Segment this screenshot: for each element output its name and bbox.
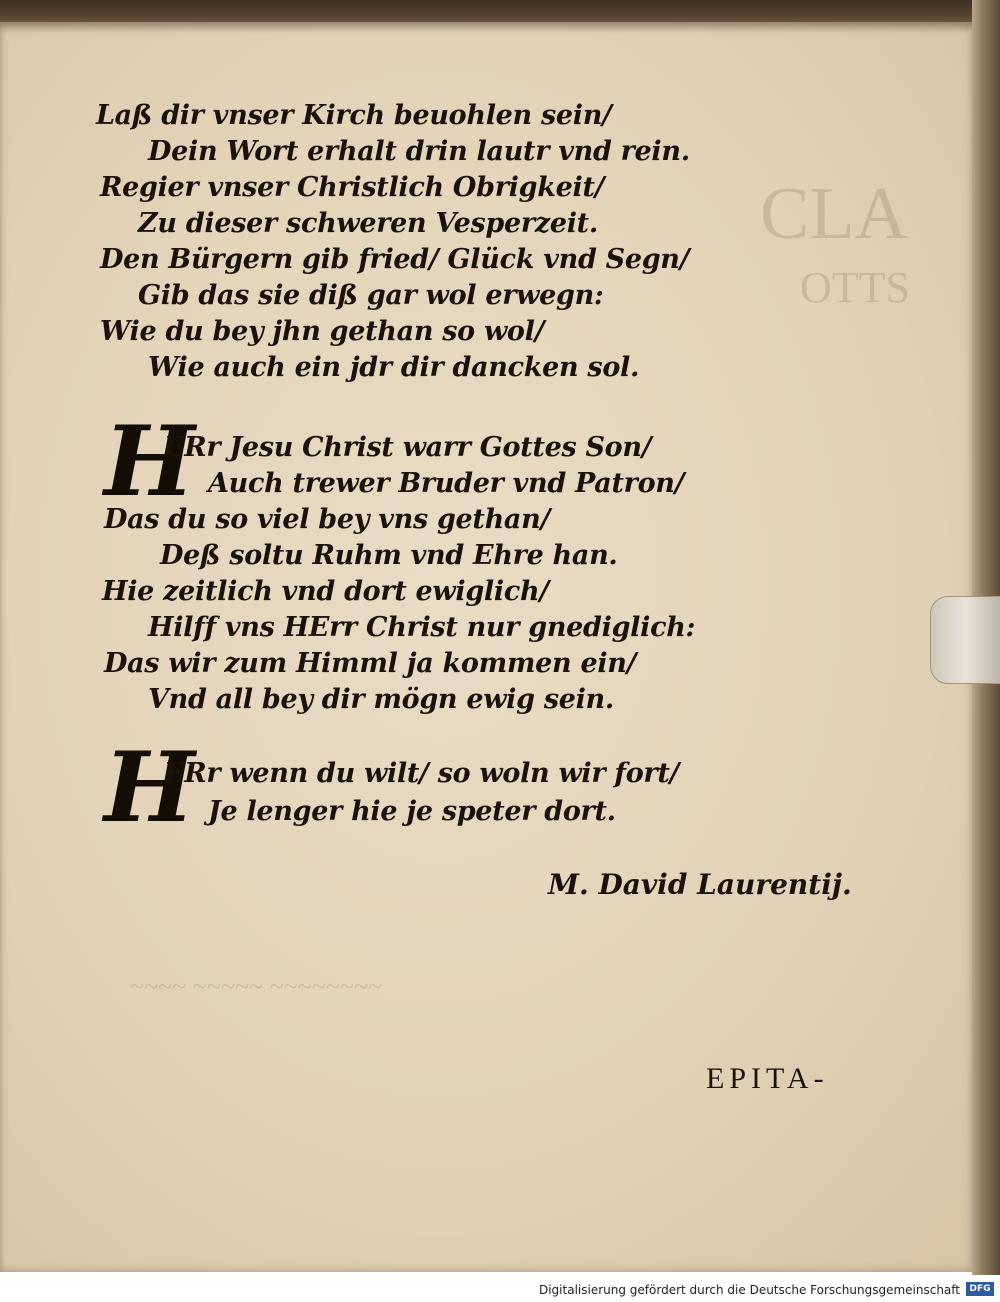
verse-line: ERr wenn du wilt/ so woln wir fort/ — [164, 758, 680, 789]
verse-line: Wie auch ein jdr dir dancken sol. — [148, 352, 640, 383]
funding-credit: Digitalisierung gefördert durch die Deutsche Forschungsgemeinschaft — [538, 1283, 960, 1297]
verse-line: Dein Wort erhalt drin lautr vnd rein. — [148, 136, 690, 167]
verse-line: Deß soltu Ruhm vnd Ehre han. — [160, 540, 618, 571]
verse-line: Zu dieser schweren Vesperzeit. — [138, 208, 598, 239]
verse-line: Vnd all bey dir mögn ewig sein. — [148, 684, 614, 715]
author-signature: M. David Laurentij. — [548, 868, 852, 901]
drop-cap-initial: H — [104, 405, 195, 518]
catchword: EPITA- — [706, 1062, 829, 1095]
verse-line: Je lenger hie je speter dort. — [208, 796, 616, 827]
verse-line: Den Bürgern gib fried/ Glück vnd Segn/ — [100, 244, 690, 275]
verse-line: Das du so viel bey vns gethan/ — [104, 504, 551, 535]
drop-cap-initial: H — [104, 731, 195, 844]
page-clip — [930, 596, 1000, 684]
verse-line: Das wir zum Himml ja kommen ein/ — [104, 648, 637, 679]
verse-line: Hie zeitlich vnd dort ewiglich/ — [102, 576, 549, 607]
verse-line: Laß dir vnser Kirch beuohlen sein/ — [96, 100, 612, 131]
verse-line: ERr Jesu Christ warr Gottes Son/ — [164, 432, 652, 463]
bleed-through-text: OTTS — [800, 263, 910, 312]
verse-line: Regier vnser Christlich Obrigkeit/ — [100, 172, 605, 203]
footer-bar — [0, 1275, 1000, 1302]
bleed-through-text: CLA — [760, 173, 908, 255]
bleed-through-text: ~~~~ ~~~~~ ~~~~~~~~ — [130, 972, 383, 1001]
dfg-logo: DFG — [966, 1282, 994, 1296]
verse-line: Wie du bey jhn gethan so wol/ — [100, 316, 545, 347]
verse-line: Gib das sie diß gar wol erwegn: — [138, 280, 604, 311]
verse-line: Auch trewer Bruder vnd Patron/ — [208, 468, 685, 499]
verse-line: Hilff vns HErr Christ nur gnediglich: — [148, 612, 696, 643]
